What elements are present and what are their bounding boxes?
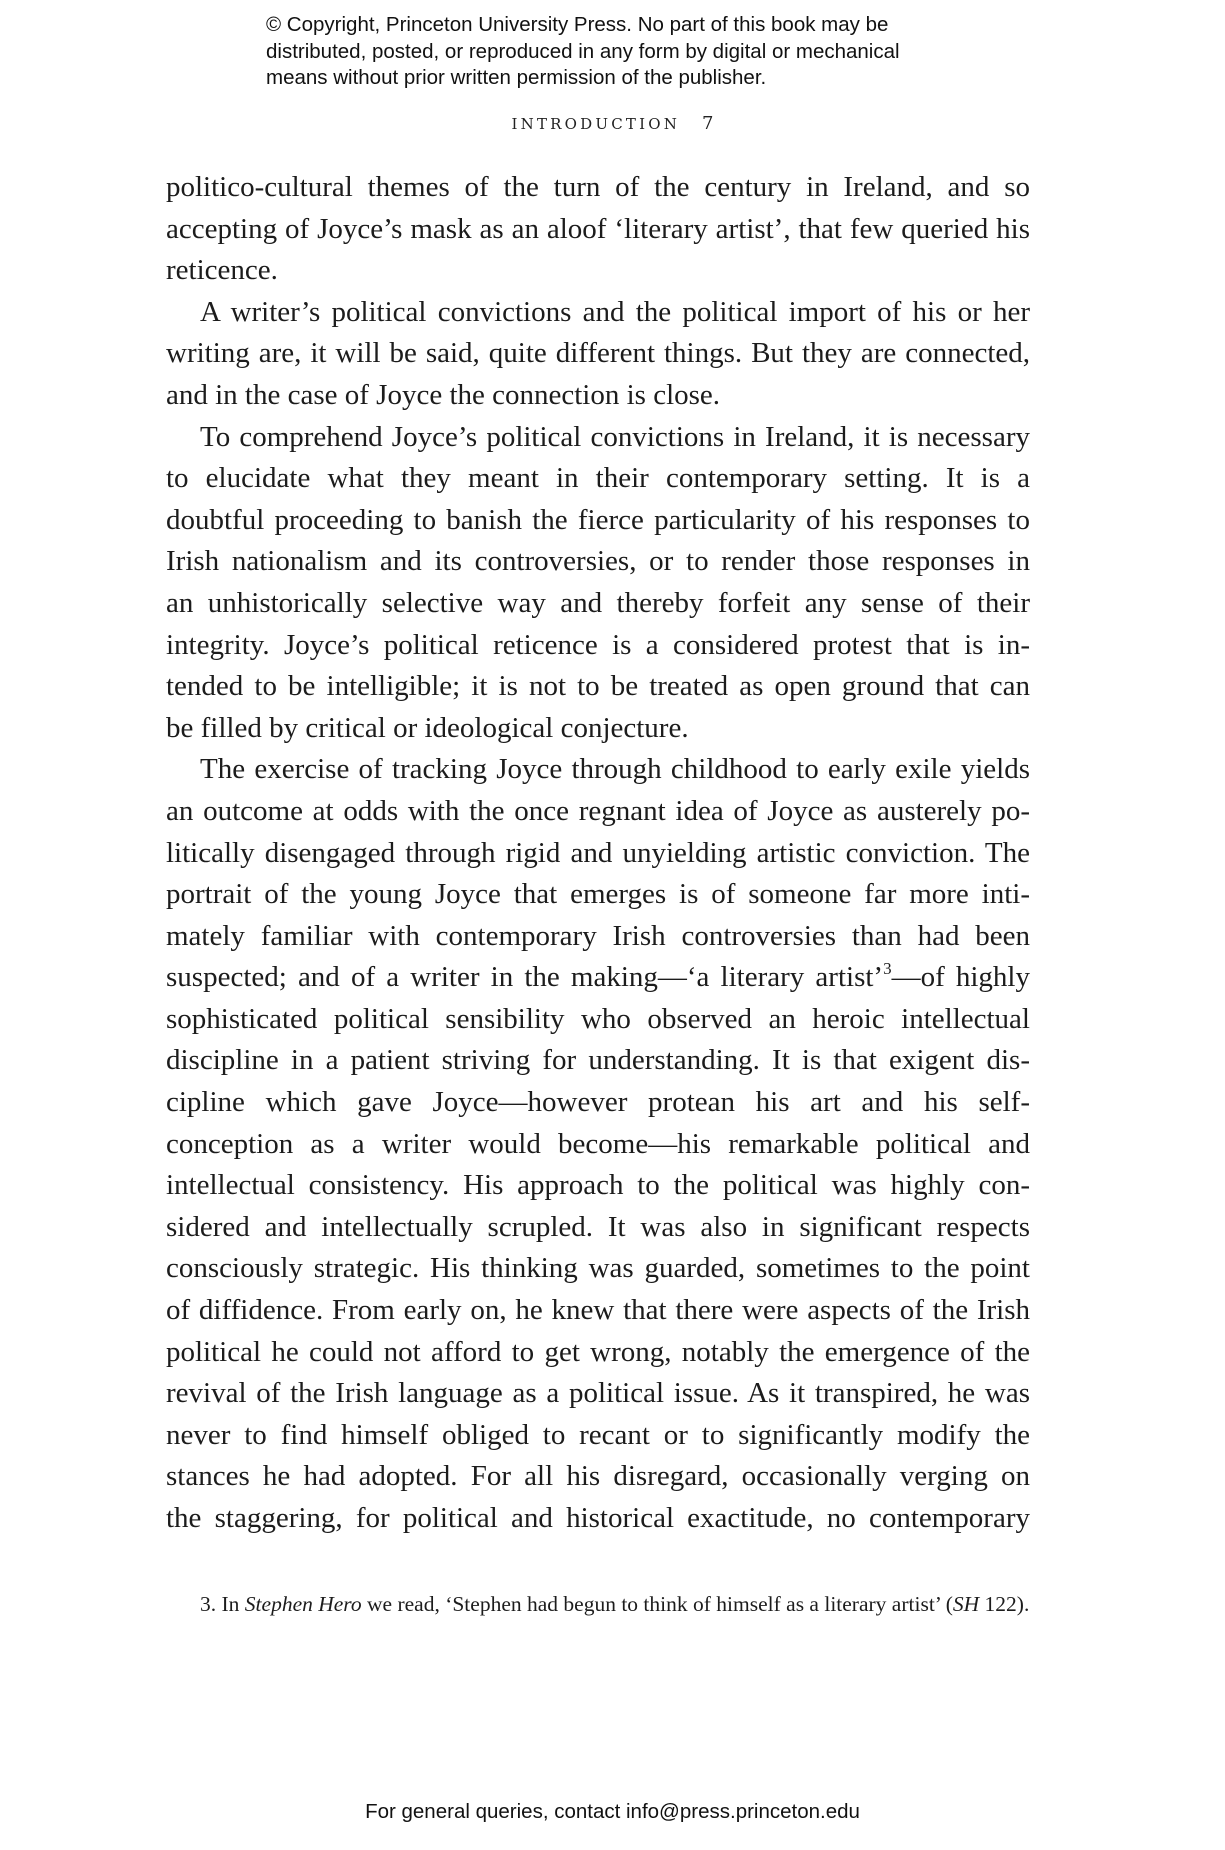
footnote-abbreviation: SH xyxy=(952,1592,980,1616)
footnote xyxy=(200,1590,1040,1618)
copyright-line: © Copyright, Princeton University Press. No part of this book may be xyxy=(266,13,889,36)
text-line: to elucidate what they meant in their contemporary setting. It is a xyxy=(166,462,1030,495)
text-line: writing are, it will be said, quite different things. But they are connected, xyxy=(166,337,1030,370)
text-line: integrity. Joyce’s political reticence is a considered protest that is in- xyxy=(166,628,1030,661)
text-line: portrait of the young Joyce that emerges is of someone far more inti- xyxy=(166,878,1030,911)
text-line: the staggering, for political and historical exactitude, no contemporary xyxy=(166,1502,1030,1534)
text-line: political he could not afford to get wrong, notably the emergence of the xyxy=(166,1335,1030,1368)
text-line-with-note xyxy=(166,957,1030,999)
text-line: doubtful proceeding to banish the fierce particularity of his responses to xyxy=(166,503,1030,536)
body-text xyxy=(166,167,1030,1540)
text-line: Irish nationalism and its controversies, or to render those responses in xyxy=(166,545,1030,578)
text-line: an outcome at odds with the once regnant idea of Joyce as austerely po- xyxy=(166,794,1030,827)
text-line: intellectual consistency. His approach to the political was highly con- xyxy=(166,1169,1030,1202)
footnote-text: In xyxy=(221,1592,240,1616)
text-line: cipline which gave Joyce—however protean his art and his self- xyxy=(166,1086,1030,1119)
text-line: mately familiar with contemporary Irish controversies than had been xyxy=(166,919,1030,952)
text-line: never to find himself obliged to recant or to significantly modify the xyxy=(166,1418,1030,1451)
text-line: accepting of Joyce’s mask as an aloof ‘literary artist’, that few queried his xyxy=(166,212,1030,245)
text-line: To comprehend Joyce’s political convictions in Ireland, it is necessary xyxy=(200,420,1030,453)
text-line: The exercise of tracking Joyce through childhood to early exile yields xyxy=(200,753,1030,786)
text-line: be filled by critical or ideological conjecture. xyxy=(166,711,689,744)
line-fragment: suspected; and of a writer in the making—‘a literary artist’ xyxy=(166,961,884,994)
text-line: an unhistorically selective way and thereby forfeit any sense of their xyxy=(166,586,1030,619)
text-line: consciously strategic. His thinking was guarded, sometimes to the point xyxy=(166,1252,1030,1285)
footnote-reference[interactable]: 3 xyxy=(883,959,892,979)
running-head xyxy=(0,113,1225,134)
copyright-line: means without prior written permission of the publisher. xyxy=(266,66,767,89)
text-line: politico-cultural themes of the turn of the century in Ireland, and so xyxy=(166,171,1030,203)
text-line: conception as a writer would become—his remarkable political and xyxy=(166,1127,1030,1160)
copyright-line: distributed, posted, or reproduced in any form by digital or mechanical xyxy=(266,39,900,63)
contact-footer: For general queries, contact info@press.princeton.edu xyxy=(365,1800,860,1823)
text-line: discipline in a patient striving for understanding. It is that exigent dis- xyxy=(166,1044,1030,1077)
text-line: A writer’s political convictions and the political import of his or her xyxy=(200,295,1030,328)
footnote-book-title: Stephen Hero xyxy=(244,1592,362,1616)
footnote-number: 3. xyxy=(200,1592,217,1616)
text-line: tended to be intelligible; it is not to be treated as open ground that can xyxy=(166,670,1030,703)
text-line: stances he had adopted. For all his disregard, occasionally verging on xyxy=(166,1460,1030,1493)
copyright-notice xyxy=(266,12,1026,92)
text-line: and in the case of Joyce the connection is close. xyxy=(166,378,721,411)
chapter-title: INTRODUCTION xyxy=(511,115,681,133)
line-fragment: —of highly xyxy=(891,961,1030,994)
text-line: of diffidence. From early on, he knew that there were aspects of the Irish xyxy=(166,1294,1030,1327)
text-line: sidered and intellectually scrupled. It was also in significant respects xyxy=(166,1210,1030,1243)
text-line: litically disengaged through rigid and unyielding artistic conviction. The xyxy=(166,836,1030,869)
page-number: 7 xyxy=(702,113,714,134)
text-line: sophisticated political sensibility who observed an heroic intellectual xyxy=(166,1002,1030,1035)
footnote-text: we read, ‘Stephen had begun to think of himself as a literary artist’ ( xyxy=(367,1592,953,1616)
footnote-text: 122). xyxy=(979,1592,1030,1616)
text-line: reticence. xyxy=(166,254,278,287)
text-line: revival of the Irish language as a political issue. As it transpired, he was xyxy=(166,1377,1030,1410)
